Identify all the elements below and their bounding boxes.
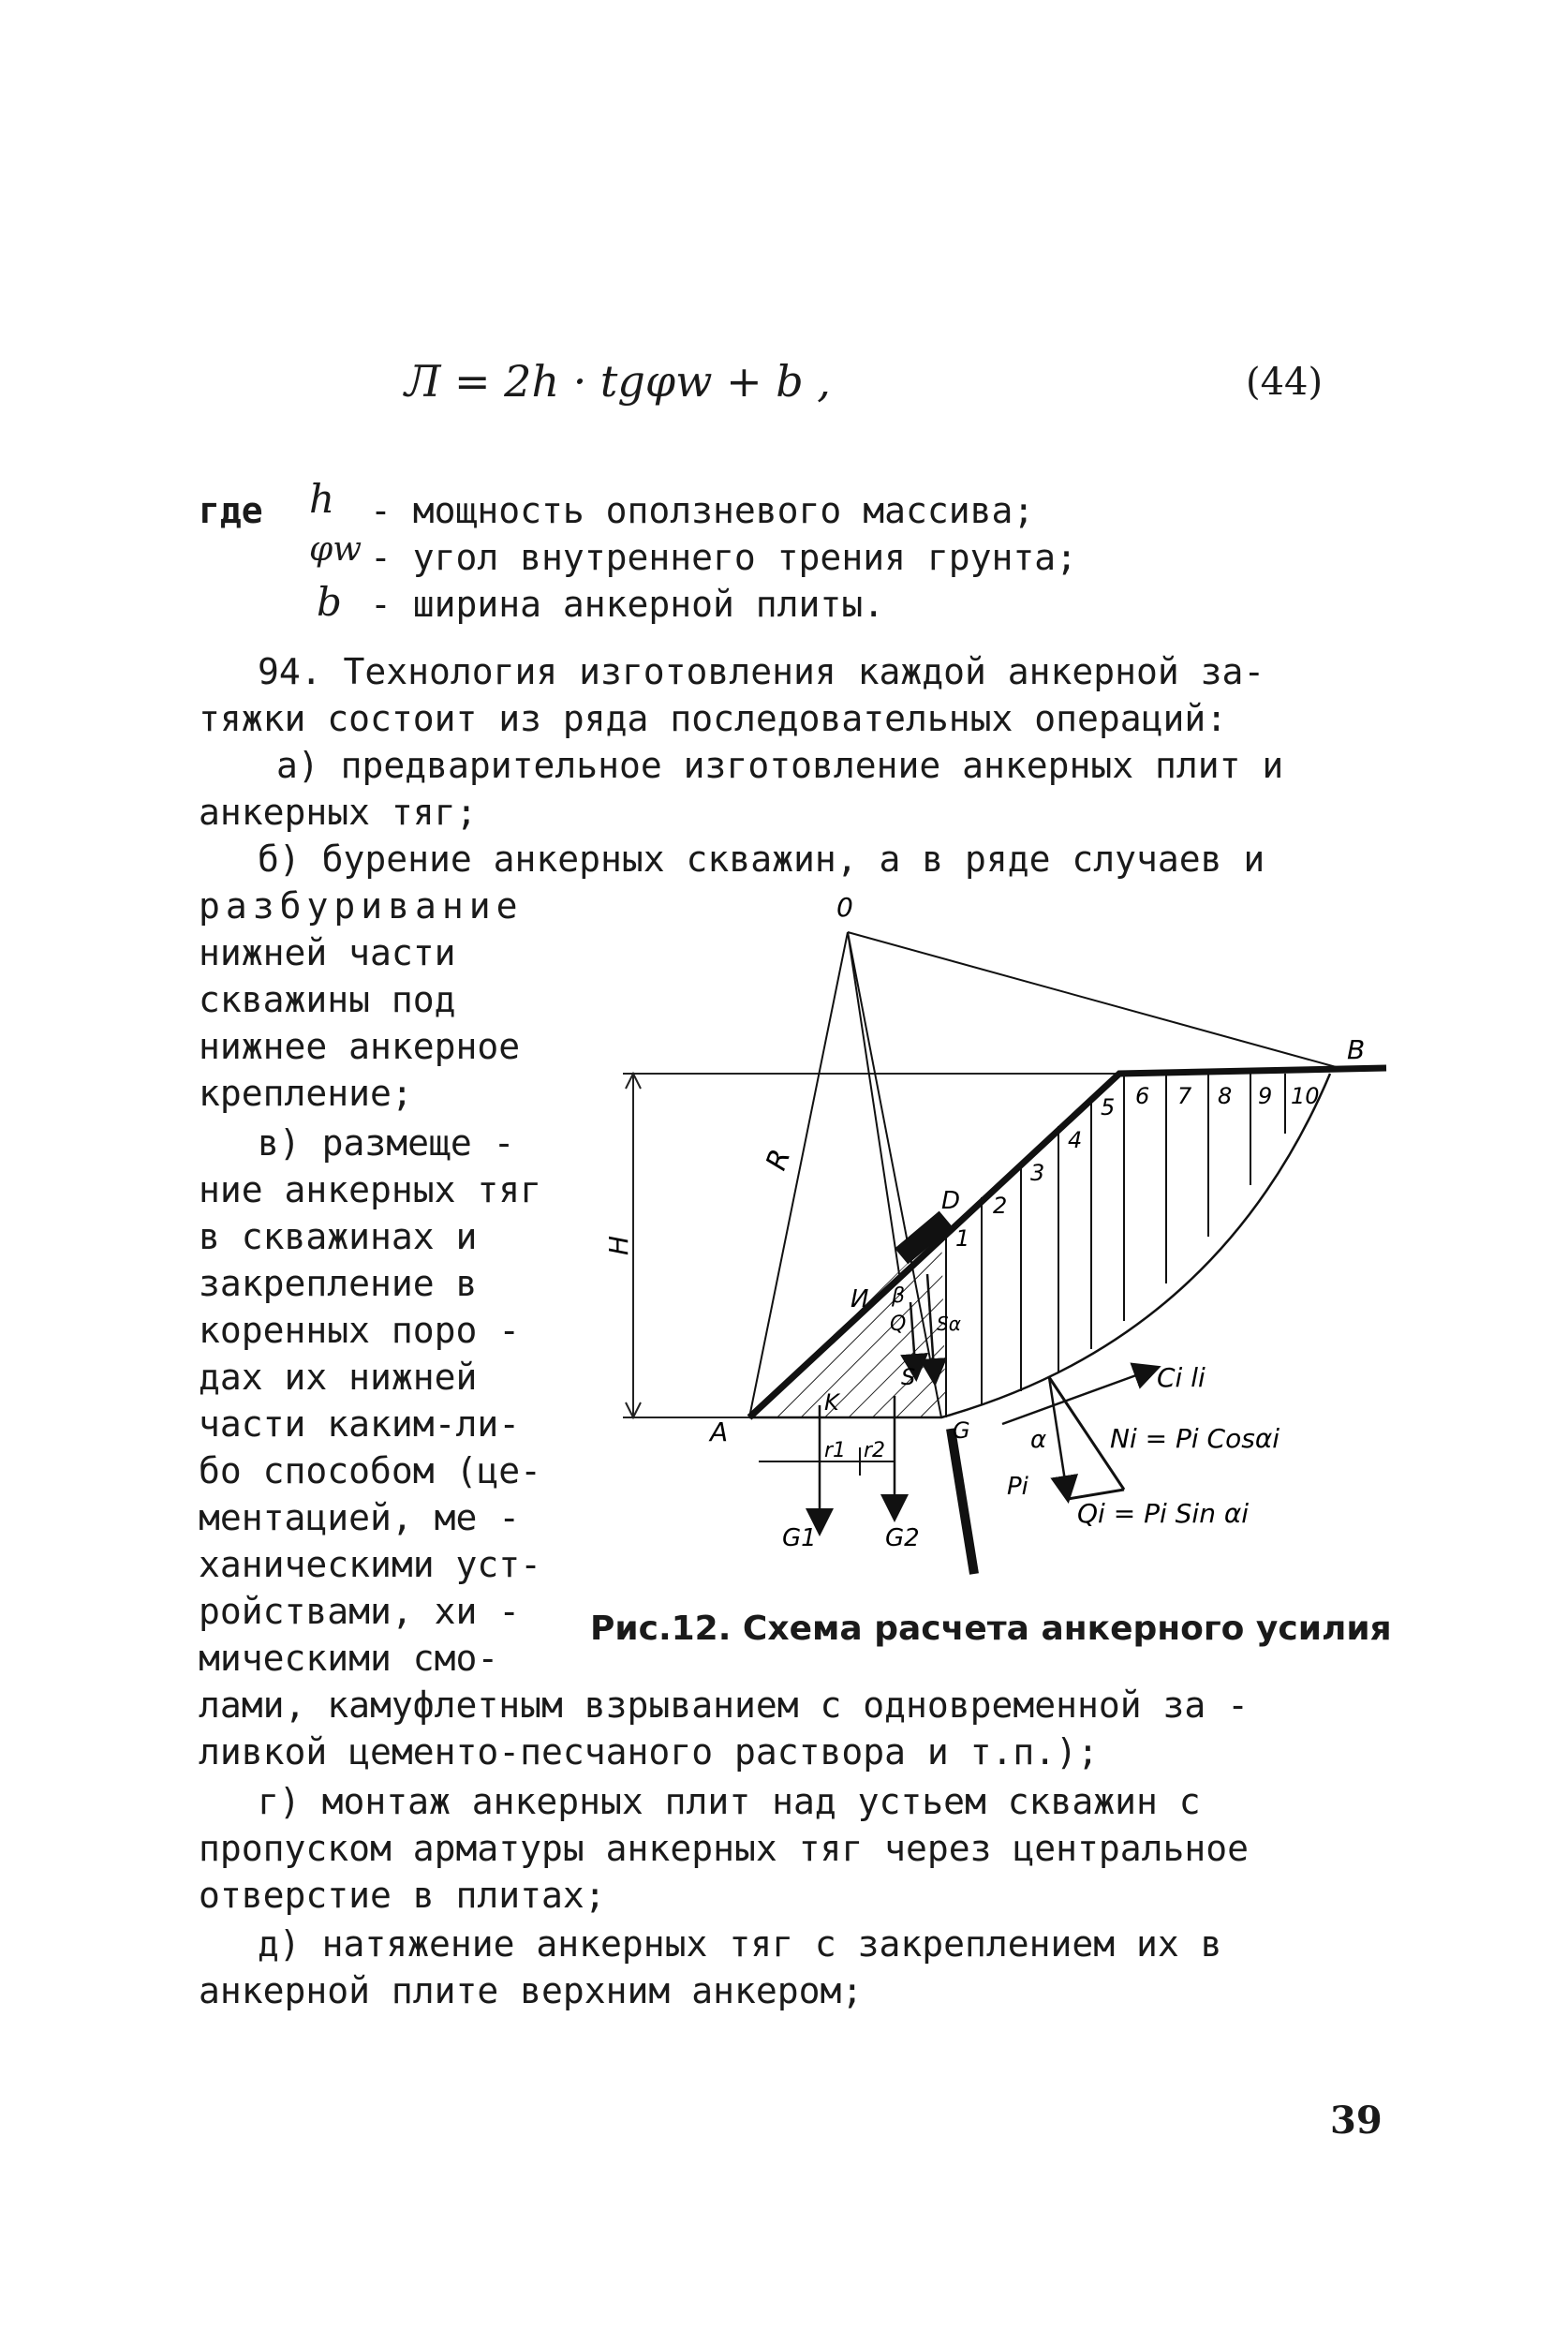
- label-B: B: [1347, 1034, 1366, 1065]
- text-line: бо способом (це-: [199, 1450, 542, 1491]
- label-A: A: [710, 1417, 729, 1447]
- text-line: нижнее анкерное: [199, 1026, 521, 1067]
- text-line: отверстие в плитах;: [199, 1875, 606, 1916]
- label-S: S: [901, 1364, 916, 1390]
- text-line: мическими смо-: [199, 1638, 499, 1679]
- text-line: ние анкерных тяг: [199, 1169, 542, 1210]
- label-Qi: Qi = Pi Sin αi: [1077, 1498, 1250, 1529]
- text-line: ментацией, ме -: [199, 1497, 521, 1538]
- label-I: И: [851, 1285, 869, 1313]
- slice-number: 1: [955, 1225, 970, 1252]
- label-beta: β: [892, 1284, 906, 1308]
- equation-number: (44): [1246, 361, 1324, 404]
- text-line: дах их нижней: [199, 1357, 478, 1398]
- text-line: разбуривание: [199, 885, 524, 927]
- text-line: ройствами, хи -: [199, 1591, 521, 1632]
- slice-number: 2: [993, 1193, 1008, 1219]
- symbol-phi-w: φw: [309, 530, 362, 569]
- text-line: д) натяжение анкерных тяг с закреплением их в: [258, 1923, 1222, 1965]
- label-K: K: [824, 1389, 839, 1416]
- slice-number: 9: [1258, 1083, 1273, 1109]
- where-b-text: - ширина анкерной плиты.: [370, 584, 885, 625]
- text-line: части каким-ли-: [199, 1403, 521, 1445]
- label-Q: Q: [890, 1313, 907, 1336]
- figure-caption: Рис.12. Схема расчета анкерного усилия: [590, 1610, 1392, 1648]
- label-Ci-li: Ci li: [1157, 1362, 1206, 1393]
- text-line: в скважинах и: [199, 1216, 478, 1257]
- text-line: а) предварительное изготовление анкерных плит и: [276, 745, 1284, 786]
- slice-number: 10: [1291, 1083, 1320, 1109]
- label-r1: r1: [824, 1439, 847, 1462]
- where-phi-text: - угол внутреннего трения грунта;: [370, 537, 1077, 578]
- label-H: H: [603, 1235, 634, 1255]
- text-line: анкерной плите верхним анкером;: [199, 1970, 864, 2011]
- formula-44: Л = 2h · tgφw + b ,: [405, 356, 831, 407]
- slice-number: 3: [1030, 1160, 1045, 1186]
- label-G2: G2: [885, 1524, 920, 1552]
- text-line: ливкой цементо-песчаного раствора и т.п.);: [199, 1731, 1099, 1773]
- symbol-b: b: [317, 579, 342, 625]
- label-G1: G1: [782, 1524, 817, 1552]
- label-D: D: [941, 1187, 961, 1215]
- text-line: коренных поро -: [199, 1310, 521, 1351]
- symbol-h: h: [309, 476, 335, 522]
- text-line: в) размеще -: [258, 1122, 515, 1164]
- text-line: крепление;: [199, 1073, 413, 1114]
- text-line: скважины под: [199, 979, 456, 1020]
- label-S-alpha: Sα: [937, 1313, 961, 1335]
- label-R: R: [760, 1145, 798, 1175]
- slice-number: 6: [1135, 1083, 1150, 1109]
- where-word: где: [199, 490, 263, 531]
- text-line: б) бурение анкерных скважин, а в ряде случаев и: [258, 838, 1265, 880]
- page-number: 39: [1330, 2099, 1383, 2143]
- label-Ni: Ni = Pi Cosαi: [1110, 1423, 1280, 1454]
- text-line: пропуском арматуры анкерных тяг через центральное: [199, 1828, 1250, 1869]
- text-line: лами, камуфлетным взрыванием с одновременной за -: [199, 1684, 1250, 1726]
- label-r2: r2: [864, 1439, 886, 1462]
- text-line: тяжки состоит из ряда последовательных операций:: [199, 698, 1228, 739]
- text-line: нижней части: [199, 932, 456, 973]
- where-h-text: - мощность оползневого массива;: [370, 490, 1035, 531]
- slice-number: 8: [1218, 1083, 1233, 1109]
- slice-number: 5: [1101, 1094, 1116, 1120]
- text-line: ханическими уст-: [199, 1544, 542, 1585]
- label-alpha: α: [1030, 1426, 1047, 1454]
- slice-number: 7: [1177, 1083, 1192, 1109]
- anchor-force-diagram: [562, 881, 1405, 1593]
- label-G: G: [953, 1417, 970, 1444]
- slice-number: 4: [1068, 1127, 1083, 1153]
- text-line: г) монтаж анкерных плит над устьем скважин с: [258, 1781, 1201, 1822]
- label-Pi: Pi: [1007, 1473, 1028, 1501]
- text-line: закрепление в: [199, 1263, 478, 1304]
- label-O: 0: [836, 892, 853, 923]
- text-line: анкерных тяг;: [199, 792, 478, 833]
- text-line: 94. Технология изготовления каждой анкерной за-: [258, 651, 1265, 692]
